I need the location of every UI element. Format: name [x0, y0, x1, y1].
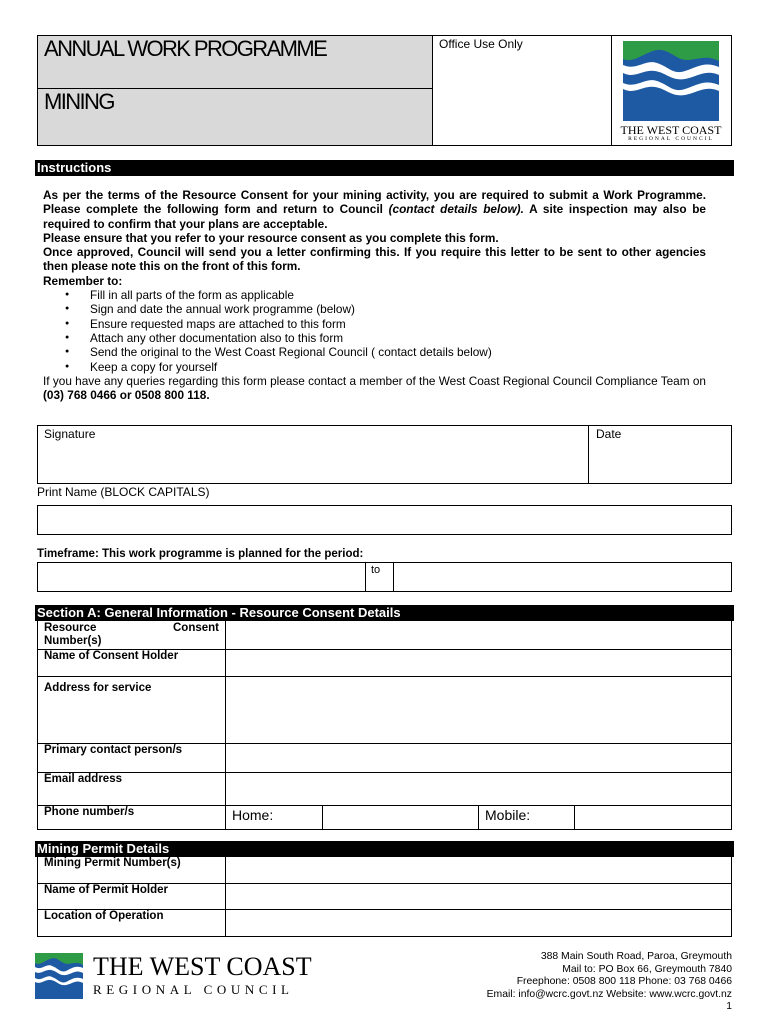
instructions-heading: Instructions — [35, 160, 734, 176]
remember-label: Remember to: — [43, 273, 123, 288]
logo-box — [611, 35, 732, 146]
form-title-box — [37, 35, 433, 146]
wcrc-logo-icon — [623, 41, 719, 121]
footer-address-line: Mail to: PO Box 66, Greymouth 7840 — [562, 963, 732, 975]
form-title: ANNUAL WORK PROGRAMME — [44, 36, 327, 61]
footer-address-line: 388 Main South Road, Paroa, Greymouth — [540, 951, 732, 962]
timeframe-label: Timeframe: This work programme is planned for the period: — [37, 548, 364, 560]
consent-number-word2: Consent — [173, 622, 219, 634]
table-row — [38, 806, 732, 830]
signature-field[interactable] — [37, 425, 589, 484]
contact-person-field[interactable] — [226, 744, 732, 773]
list-item: ● Keep a copy for yourself — [65, 360, 706, 374]
permit-number-label: Mining Permit Number(s) — [38, 857, 226, 884]
permit-holder-label: Name of Permit Holder — [38, 884, 226, 910]
consent-details-table — [37, 620, 732, 830]
date-label: Date — [596, 427, 622, 441]
logo-name: THE WEST COAST — [620, 123, 722, 137]
consent-number-label — [38, 621, 226, 650]
permit-number-field[interactable] — [226, 857, 732, 884]
mining-permit-table — [37, 856, 732, 937]
date-field[interactable] — [588, 425, 732, 484]
table-row — [38, 650, 732, 677]
email-field[interactable] — [226, 773, 732, 806]
footer-contact-details — [487, 951, 732, 1014]
table-row — [38, 857, 732, 884]
address-label: Address for service — [38, 677, 226, 744]
logo-subname: REGIONAL COUNCIL — [628, 136, 714, 142]
table-row — [38, 677, 732, 744]
table-row — [38, 773, 732, 806]
office-use-box — [432, 35, 612, 146]
home-phone-field[interactable] — [323, 806, 479, 829]
phone-cells — [226, 806, 732, 830]
footer-address-line: Freephone: 0508 800 118 Phone: 03 768 0466 — [516, 976, 732, 988]
list-item: ● Send the original to the West Coast Regional Council ( contact details below) — [65, 345, 706, 359]
timeframe-start-field[interactable] — [37, 562, 366, 592]
print-name-label: Print Name (BLOCK CAPITALS) — [37, 485, 210, 499]
table-row — [38, 884, 732, 910]
footer-logo-name: THE WEST COAST — [93, 952, 312, 981]
consent-holder-label: Name of Consent Holder — [38, 650, 226, 677]
queries-text — [43, 374, 706, 403]
section-a-heading: Section A: General Information - Resource Consent Details — [35, 605, 734, 621]
instructions-body — [43, 188, 706, 402]
instructions-bullet-list — [65, 288, 706, 374]
footer-address-line: Email: info@wcrc.govt.nz Website: www.wcrc.govt.nz — [486, 988, 732, 1000]
email-label: Email address — [38, 773, 226, 806]
table-row — [38, 910, 732, 937]
wcrc-footer-logo-icon — [35, 953, 83, 999]
form-subtitle: MINING — [44, 89, 114, 114]
timeframe-end-field[interactable] — [393, 562, 732, 592]
contact-person-label: Primary contact person/s — [38, 744, 226, 773]
list-item: ● Fill in all parts of the form as applicable — [65, 288, 706, 302]
page-number: 1 — [726, 1001, 732, 1013]
consent-number-word3: Number(s) — [44, 635, 102, 647]
list-item: ● Sign and date the annual work programme (below) — [65, 302, 706, 316]
office-use-label: Office Use Only — [439, 37, 523, 51]
queries-phone: (03) 768 0466 or 0508 800 118. — [43, 388, 210, 403]
location-label: Location of Operation — [38, 910, 226, 937]
table-row — [38, 621, 732, 650]
para1-italic: (contact details below). — [388, 202, 524, 217]
mining-permit-heading: Mining Permit Details — [35, 841, 734, 857]
mobile-label: Mobile: — [479, 806, 575, 829]
instructions-para3: Once approved, Council will send you a letter confirming this. If you require this letter to be sent to other agencies then please note this on the front of this form. — [43, 245, 706, 274]
footer-logo — [35, 953, 315, 1003]
print-name-field[interactable] — [37, 505, 732, 535]
para1-text-end: A site inspection may also be required to confirm that your plans are acceptable. — [43, 202, 706, 231]
consent-holder-field[interactable] — [226, 650, 732, 677]
permit-holder-field[interactable] — [226, 884, 732, 910]
phone-label: Phone number/s — [38, 806, 226, 830]
signature-label: Signature — [44, 427, 96, 441]
queries-label: If you have any queries regarding this form please contact a member of the West Coast Regional Council Compliance Team on — [43, 373, 706, 388]
para1-text: As per the terms of the Resource Consent for your mining activity, you are required to submit a Work Programme. Please complete the following form and return to Council — [43, 188, 706, 217]
consent-number-field[interactable] — [226, 621, 732, 650]
instructions-para2: Please ensure that you refer to your resource consent as you complete this form. — [43, 230, 499, 245]
address-field[interactable] — [226, 677, 732, 744]
consent-number-word1: Resource — [44, 622, 97, 634]
list-item: ● Ensure requested maps are attached to this form — [65, 317, 706, 331]
home-label: Home: — [226, 806, 323, 829]
instructions-para1 — [43, 188, 706, 231]
list-item: ● Attach any other documentation also to this form — [65, 331, 706, 345]
footer-logo-subname: REGIONAL COUNCIL — [93, 982, 294, 997]
timeframe-to-cell — [365, 562, 394, 592]
timeframe-to-label: to — [371, 564, 381, 576]
table-row — [38, 744, 732, 773]
location-field[interactable] — [226, 910, 732, 937]
mobile-phone-field[interactable] — [575, 806, 731, 829]
